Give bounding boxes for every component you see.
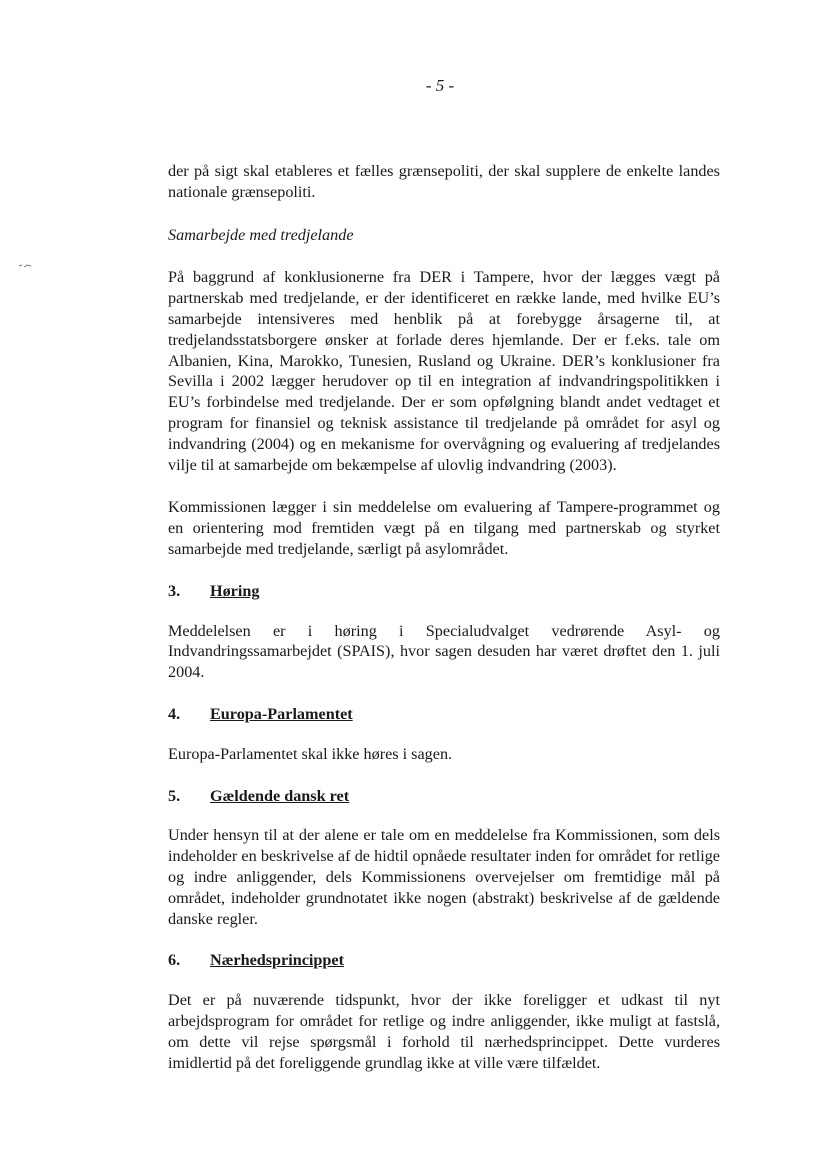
subheading-third-countries: Samarbejde med tredjelande: [168, 225, 354, 244]
section-heading-danish-law: [168, 786, 720, 807]
paragraph-commission-evaluation: Kommissionen lægger i sin meddelelse om evaluering af Tampere-programmet og en orientering mod fremtiden vægt på en tilgang med partnerskab og styrket samarbejde med tredjelande, særligt på asylområdet.: [168, 498, 720, 558]
section-number: 4.: [168, 704, 181, 723]
section-heading-parliament: [168, 704, 720, 725]
paragraph-border-police: der på sigt skal etableres et fælles grænsepoliti, der skal supplere de enkelte landes nationale grænsepoliti.: [168, 162, 720, 201]
section-number: 5.: [168, 786, 181, 805]
section-number: 6.: [168, 951, 181, 970]
section-text-danish-law: Under hensyn til at der alene er tale om en meddelelse fra Kommissionen, som dels indeholder en beskrivelse af de hidtil opnåede resultater inden for området for retlige og indre anliggender, dels Kommissionens overvejelser om fremtidige mål på området, indeholder grundnotatet ikke nogen (abstrakt) beskrivelse af de gældende danske regler.: [168, 826, 720, 928]
document-body: [168, 161, 720, 1073]
section-number: 3.: [168, 581, 181, 600]
section-title: Gældende dansk ret: [210, 786, 350, 805]
section-title: Nærhedsprincippet: [210, 951, 345, 970]
section-heading-hearing: [168, 581, 720, 602]
section-title: Europa-Parlamentet: [210, 704, 353, 723]
page-number: - 5 -: [425, 76, 455, 95]
section-title: Høring: [210, 581, 260, 600]
section-heading-subsidiarity: [168, 950, 720, 971]
section-text-subsidiarity: Det er på nuværende tidspunkt, hvor der ikke foreligger et udkast til nyt arbejdsprogram for området for retlige og indre anliggender, ikke muligt at fastslå, om dette vil rejse spørgsmål i forhold til nærhedsprincippet. Dette vurderes imidlertid på det foreliggende grundlag ikke at ville være tilfældet.: [168, 991, 720, 1072]
section-text-hearing: Meddelelsen er i høring i Specialudvalget vedrørende Asyl- og Indvandringssamarbejdet (SPAIS), hvor sagen desuden har været drøftet den 1. juli 2004.: [168, 621, 720, 682]
section-text-parliament: Europa-Parlamentet skal ikke høres i sagen.: [168, 744, 453, 763]
paragraph-tampere-conclusions: På baggrund af konklusionerne fra DER i Tampere, hvor der lægges vægt på partnerskab med tredjelande, er der identificeret en række lande, med hvilke EU’s samarbejde intensiveres med henblik på at forebygge årsagerne til, at tredjelandsstatsborgere ønsker at forlade deres hjemlande. Der er f.eks. tale om Albanien, Kina, Marokko, Tunesien, Rusland og Ukraine. DER’s konklusioner fra Sevilla i 2002 lægger herudover op til en integration af indvandringspolitikken i EU’s forbindelse med tredjelande. Der er som opfølgning blandt andet vedtaget et program for finansiel og teknisk assistance til tredjelande på området for asyl og indvandring (2004) og en mekanisme for overvågning og evaluering af tredjelandes vilje til at samarbejde om bekæmpelse af ulovlig indvandring (2003).: [168, 268, 720, 474]
scan-speck-mark: [18, 263, 32, 269]
